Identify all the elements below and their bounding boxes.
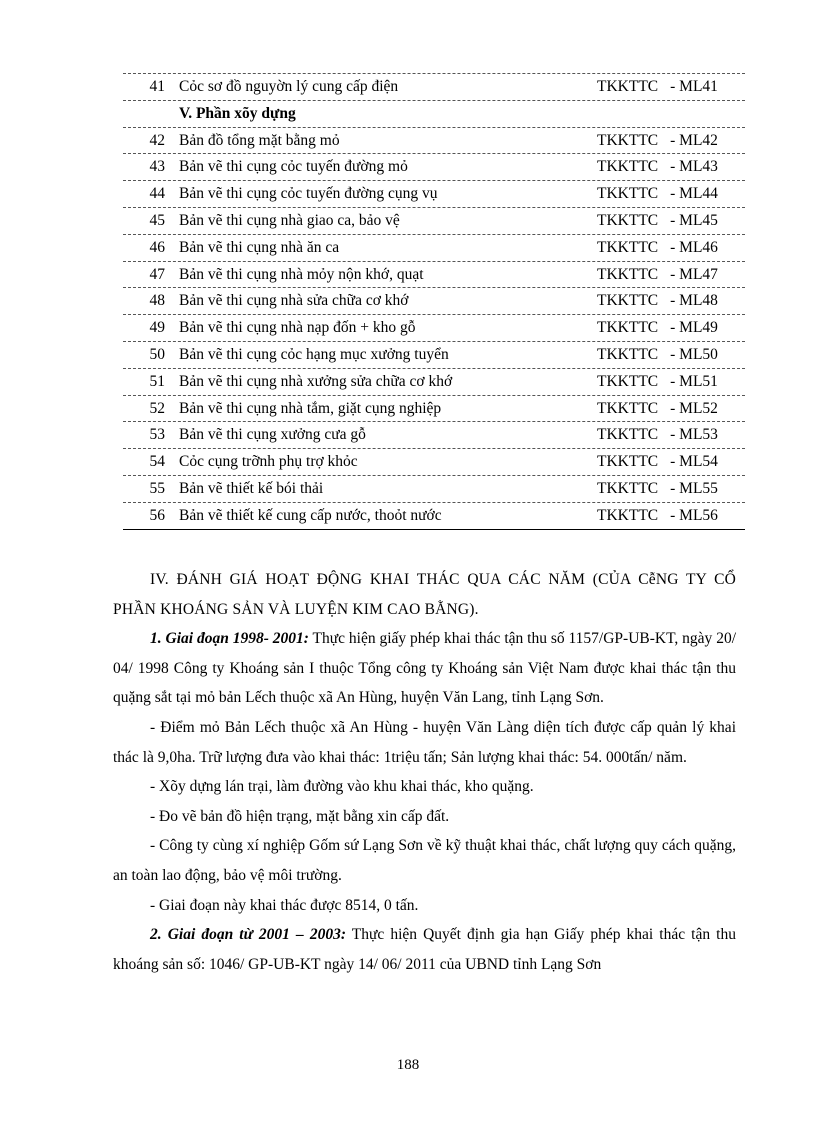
phase1-text: Thực hiện giấy phép khai thác tận thu số 1157/GP-UB-KT, ngày 20/ 04/ 1998 Công ty Khoáng sản I thuộc Tổng công ty Khoáng sản Việt Nam được khai thác tận thu quặng sắt tại mỏ bản Lếch thuộc xã An Hùng, huyện Văn Lang, tỉnh Lạng Sơn. [113,630,736,707]
drawing-code [597,181,718,207]
drawing-row [123,342,745,369]
code-suffix: - ML49 [670,319,718,337]
code-suffix: - ML48 [670,292,718,310]
drawing-row [123,262,745,289]
code-prefix: TKKTTC [597,506,659,524]
drawing-row [123,476,745,503]
row-number: 49 [149,319,165,337]
row-number: 47 [149,265,165,283]
drawing-title: Bản vẽ thi cụng nhà tắm, giặt cụng nghiệp [179,399,442,417]
code-prefix: TKKTTC [597,78,659,95]
drawing-title: Bản vẽ thi cụng cỏc hạng mục xưởng tuyển [179,345,449,363]
drawing-row [123,288,745,315]
drawing-row [123,315,745,342]
code-suffix: - ML56 [670,506,718,524]
code-suffix: - ML51 [670,372,718,390]
section-title: V. Phần xõy dựng [179,104,296,122]
drawing-code [597,369,718,395]
row-number: 44 [149,185,165,203]
phase2-text: Thực hiện Quyết định gia hạn Giấy phép khai thác tận thu khoáng sản số: 1046/ GP-UB-KT ngày 14/ 06/ 2011 của UBND tỉnh Lạng Sơn [113,926,736,973]
drawing-title: Bản đồ tổng mặt bằng mỏ [179,131,340,149]
code-suffix: - ML55 [670,479,718,497]
drawing-title: Bản vẽ thi cụng xưởng cưa gỗ [179,426,366,444]
code-suffix: - ML42 [670,131,718,149]
drawing-row [123,181,745,208]
drawing-title: Bản vẽ thi cụng nhà sửa chữa cơ khớ [179,292,409,310]
drawing-code [597,288,718,314]
section-heading: IV. ĐÁNH GIÁ HOẠT ĐỘNG KHAI THÁC QUA CÁC NĂM (CỦA CễNG TY CỔ PHẦN KHOÁNG SẢN VÀ LUYỆN KIM CAO BẰNG). [113,571,736,618]
body-text [113,565,736,979]
row-number: 42 [149,131,165,149]
drawing-row [123,449,745,476]
drawing-code [597,208,718,234]
drawing-code [597,449,718,475]
bullet-item: - Điểm mỏ Bản Lếch thuộc xã An Hùng - huyện Văn Làng diện tích được cấp quản lý khai thác là 9,0ha. Trữ lượng đưa vào khai thác: 1triệu tấn; Sản lượng khai thác: 54. 000tấn/ năm. [113,718,736,766]
drawing-code [597,262,718,288]
bullet-item: - Công ty cùng xí nghiệp Gốm sứ Lạng Sơn về kỹ thuật khai thác, chất lượng quy cách quặng, an toàn lao động, bảo vệ môi trường. [113,837,736,884]
code-prefix: TKKTTC [597,238,659,256]
drawing-title: Bản vẽ thi cụng nhà xưởng sửa chữa cơ khớ [179,372,453,390]
bullet-item: - Giai đoạn này khai thác được 8514, 0 tấn. [150,896,419,914]
drawing-code [597,396,718,422]
drawing-code [597,476,718,502]
drawing-row [123,369,745,396]
drawing-code [597,503,718,529]
row-number: 56 [149,506,165,524]
phase1-label: 1. Giai đoạn 1998- 2001: [150,630,309,648]
row-number: 52 [149,399,165,417]
drawing-row [123,422,745,449]
drawing-title: Bản vẽ thiết kế bói thải [179,479,324,497]
drawing-title: Bản vẽ thi cụng nhà giao ca, bảo vệ [179,211,400,229]
drawing-row [123,154,745,181]
drawing-row [123,235,745,262]
drawing-code [597,315,718,341]
code-suffix: - ML45 [670,211,718,229]
code-suffix: - ML50 [670,345,718,363]
drawing-row [123,503,745,530]
code-suffix: - ML52 [670,399,718,417]
drawing-code [597,422,718,448]
row-number: 43 [149,158,165,176]
code-suffix: - ML53 [670,426,718,444]
drawing-row [123,74,745,101]
code-suffix: - ML41 [670,78,718,95]
row-number: 46 [149,238,165,256]
drawing-row [123,128,745,155]
code-prefix: TKKTTC [597,319,659,337]
drawing-title: Cỏc sơ đồ nguyờn lý cung cấp điện [179,78,399,95]
drawing-code [597,74,718,100]
drawing-title: Bản vẽ thi cụng cỏc tuyến đường cụng vụ [179,185,438,203]
section-row [123,101,745,128]
code-prefix: TKKTTC [597,453,659,471]
drawing-code [597,342,718,368]
phase2-paragraph [113,920,736,979]
drawing-title: Bản vẽ thi cụng cỏc tuyến đường mỏ [179,158,408,176]
code-prefix: TKKTTC [597,185,659,203]
code-prefix: TKKTTC [597,345,659,363]
drawing-title: Bản vẽ thi cụng nhà mỏy nộn khớ, quạt [179,265,424,283]
code-prefix: TKKTTC [597,479,659,497]
code-suffix: - ML47 [670,265,718,283]
code-prefix: TKKTTC [597,426,659,444]
code-suffix: - ML43 [670,158,718,176]
drawing-row [123,396,745,423]
row-number: 50 [149,345,165,363]
code-prefix: TKKTTC [597,211,659,229]
drawing-code [597,128,718,154]
code-prefix: TKKTTC [597,158,659,176]
phase1-paragraph [113,624,736,713]
code-prefix: TKKTTC [597,372,659,390]
drawing-list-table [123,73,745,530]
drawing-code [597,235,718,261]
bullet-item: - Xõy dựng lán trại, làm đường vào khu khai thác, kho quặng. [150,778,534,796]
drawing-title: Bản vẽ thi cụng nhà ăn ca [179,238,340,256]
drawing-row [123,208,745,235]
row-number: 45 [149,211,165,229]
drawing-code [597,154,718,180]
drawing-title: Cỏc cụng trỡnh phụ trợ khỏc [179,453,358,471]
drawing-title: Bản vẽ thiết kế cung cấp nước, thoỏt nước [179,506,442,524]
code-prefix: TKKTTC [597,399,659,417]
drawing-title: Bản vẽ thi cụng nhà nạp đốn + kho gỗ [179,319,416,337]
page-number: 188 [396,1057,420,1073]
row-number: 55 [149,479,165,497]
row-number: 54 [149,453,165,471]
code-prefix: TKKTTC [597,292,659,310]
row-number: 51 [149,372,165,390]
code-suffix: - ML46 [670,238,718,256]
row-number: 41 [149,78,165,95]
code-prefix: TKKTTC [597,265,659,283]
row-number: 48 [149,292,165,310]
bullet-item: - Đo vẽ bản đồ hiện trạng, mặt bằng xin cấp đất. [150,807,450,825]
code-prefix: TKKTTC [597,131,659,149]
code-suffix: - ML54 [670,453,718,471]
phase2-label: 2. Giai đoạn từ 2001 – 2003: [150,926,346,944]
code-suffix: - ML44 [670,185,718,203]
row-number: 53 [149,426,165,444]
